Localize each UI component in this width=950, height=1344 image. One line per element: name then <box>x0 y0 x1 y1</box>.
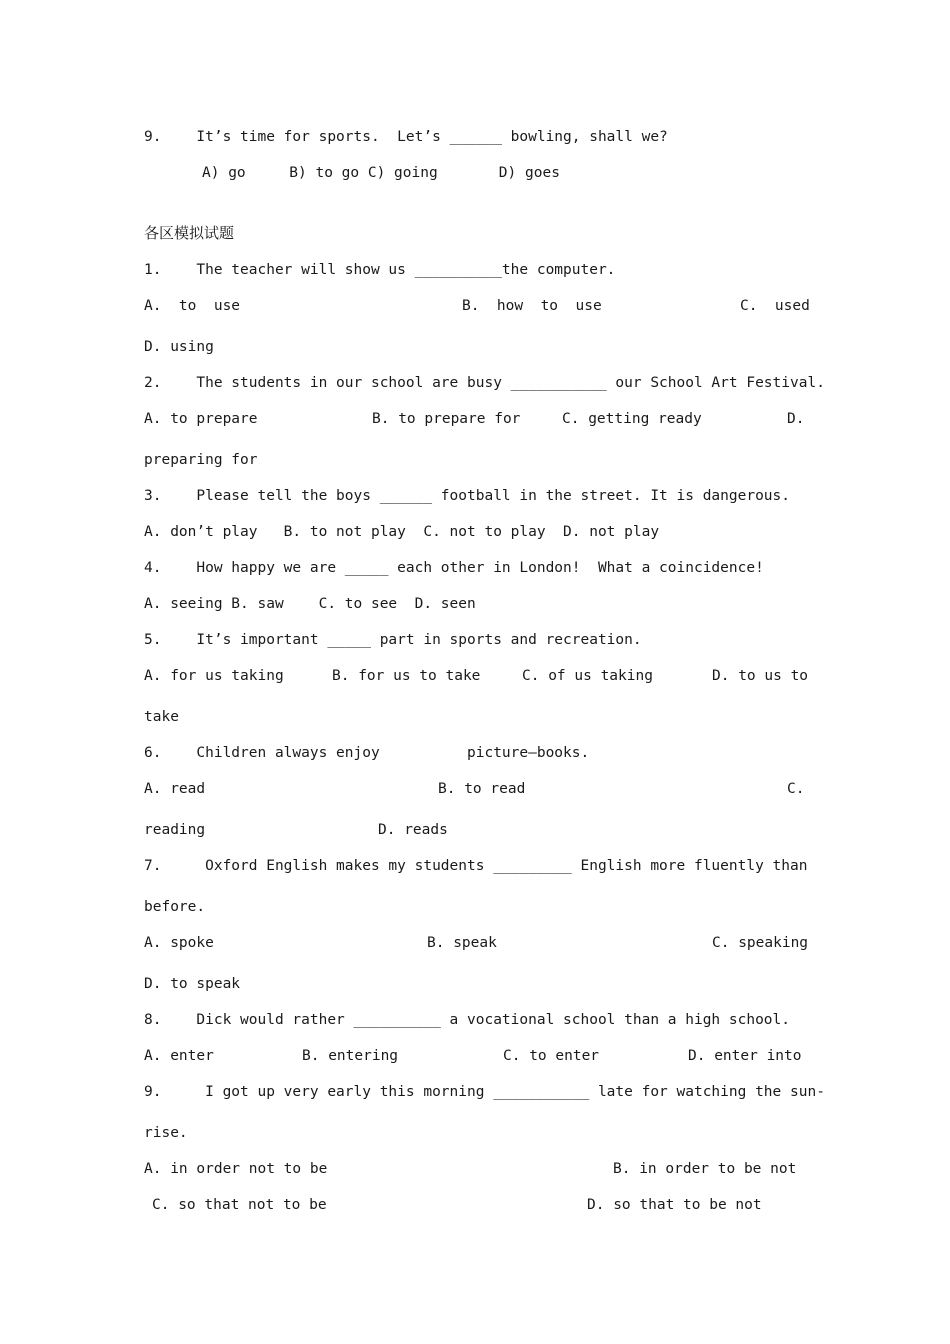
question-8: 8. Dick would rather __________ a vocational school than a high school. <box>144 1012 791 1028</box>
question-4-options: A. seeing B. saw C. to see D. seen <box>144 596 476 612</box>
question-3-options: A. don’t play B. to not play C. not to play D. not play <box>144 524 660 540</box>
question-1-option-c: C. used <box>740 298 810 314</box>
question-5-option-a: A. for us taking <box>144 668 284 684</box>
question-5-option-d-text: take <box>144 709 179 725</box>
question-9-top-options: A) go B) to go C) going D) goes <box>202 165 560 181</box>
question-7: 7. Oxford English makes my students _________ English more fluently than <box>144 858 808 874</box>
question-6-option-d: D. reads <box>378 822 448 838</box>
question-1-option-b: B. how to use <box>462 298 602 314</box>
question-7-option-d: D. to speak <box>144 976 241 992</box>
question-2-option-a: A. to prepare <box>144 411 258 427</box>
question-2-option-c: C. getting ready <box>562 411 702 427</box>
question-7-option-a: A. spoke <box>144 935 214 951</box>
question-1-option-a: A. to use <box>144 298 241 314</box>
question-9-top: 9. It’s time for sports. Let’s ______ bowling, shall we? <box>144 129 668 145</box>
question-9-option-a: A. in order not to be <box>144 1161 328 1177</box>
question-2-option-d-text: preparing for <box>144 452 258 468</box>
question-6-option-a: A. read <box>144 781 206 797</box>
question-7-option-b: B. speak <box>427 935 497 951</box>
question-8-option-d: D. enter into <box>688 1048 802 1064</box>
question-6-option-c-text: reading <box>144 822 206 838</box>
question-5-option-b: B. for us to take <box>332 668 481 684</box>
question-6-option-b: B. to read <box>438 781 526 797</box>
question-5: 5. It’s important _____ part in sports and recreation. <box>144 632 642 648</box>
question-2-option-d: D. <box>787 411 805 427</box>
question-1: 1. The teacher will show us __________the computer. <box>144 262 616 278</box>
question-6: 6. Children always enjoy picture—books. <box>144 745 590 761</box>
question-6-option-c: C. <box>787 781 805 797</box>
question-7-continued: before. <box>144 899 206 915</box>
section-heading: 各区模拟试题 <box>144 224 235 242</box>
question-3: 3. Please tell the boys ______ football in the street. It is dangerous. <box>144 488 791 504</box>
question-8-option-b: B. entering <box>302 1048 399 1064</box>
question-9-continued: rise. <box>144 1125 188 1141</box>
question-9: 9. I got up very early this morning ___________ late for watching the sun- <box>144 1084 825 1100</box>
question-9-option-b: B. in order to be not <box>613 1161 797 1177</box>
question-2: 2. The students in our school are busy ___________ our School Art Festival. <box>144 375 825 391</box>
question-8-option-a: A. enter <box>144 1048 214 1064</box>
question-7-option-c: C. speaking <box>712 935 809 951</box>
question-1-option-d: D. using <box>144 339 214 355</box>
question-9-option-c: C. so that not to be <box>152 1197 327 1213</box>
question-2-option-b: B. to prepare for <box>372 411 521 427</box>
question-5-option-d: D. to us to <box>712 668 809 684</box>
question-4: 4. How happy we are _____ each other in London! What a coincidence! <box>144 560 764 576</box>
question-8-option-c: C. to enter <box>503 1048 600 1064</box>
question-5-option-c: C. of us taking <box>522 668 653 684</box>
question-9-option-d: D. so that to be not <box>587 1197 762 1213</box>
